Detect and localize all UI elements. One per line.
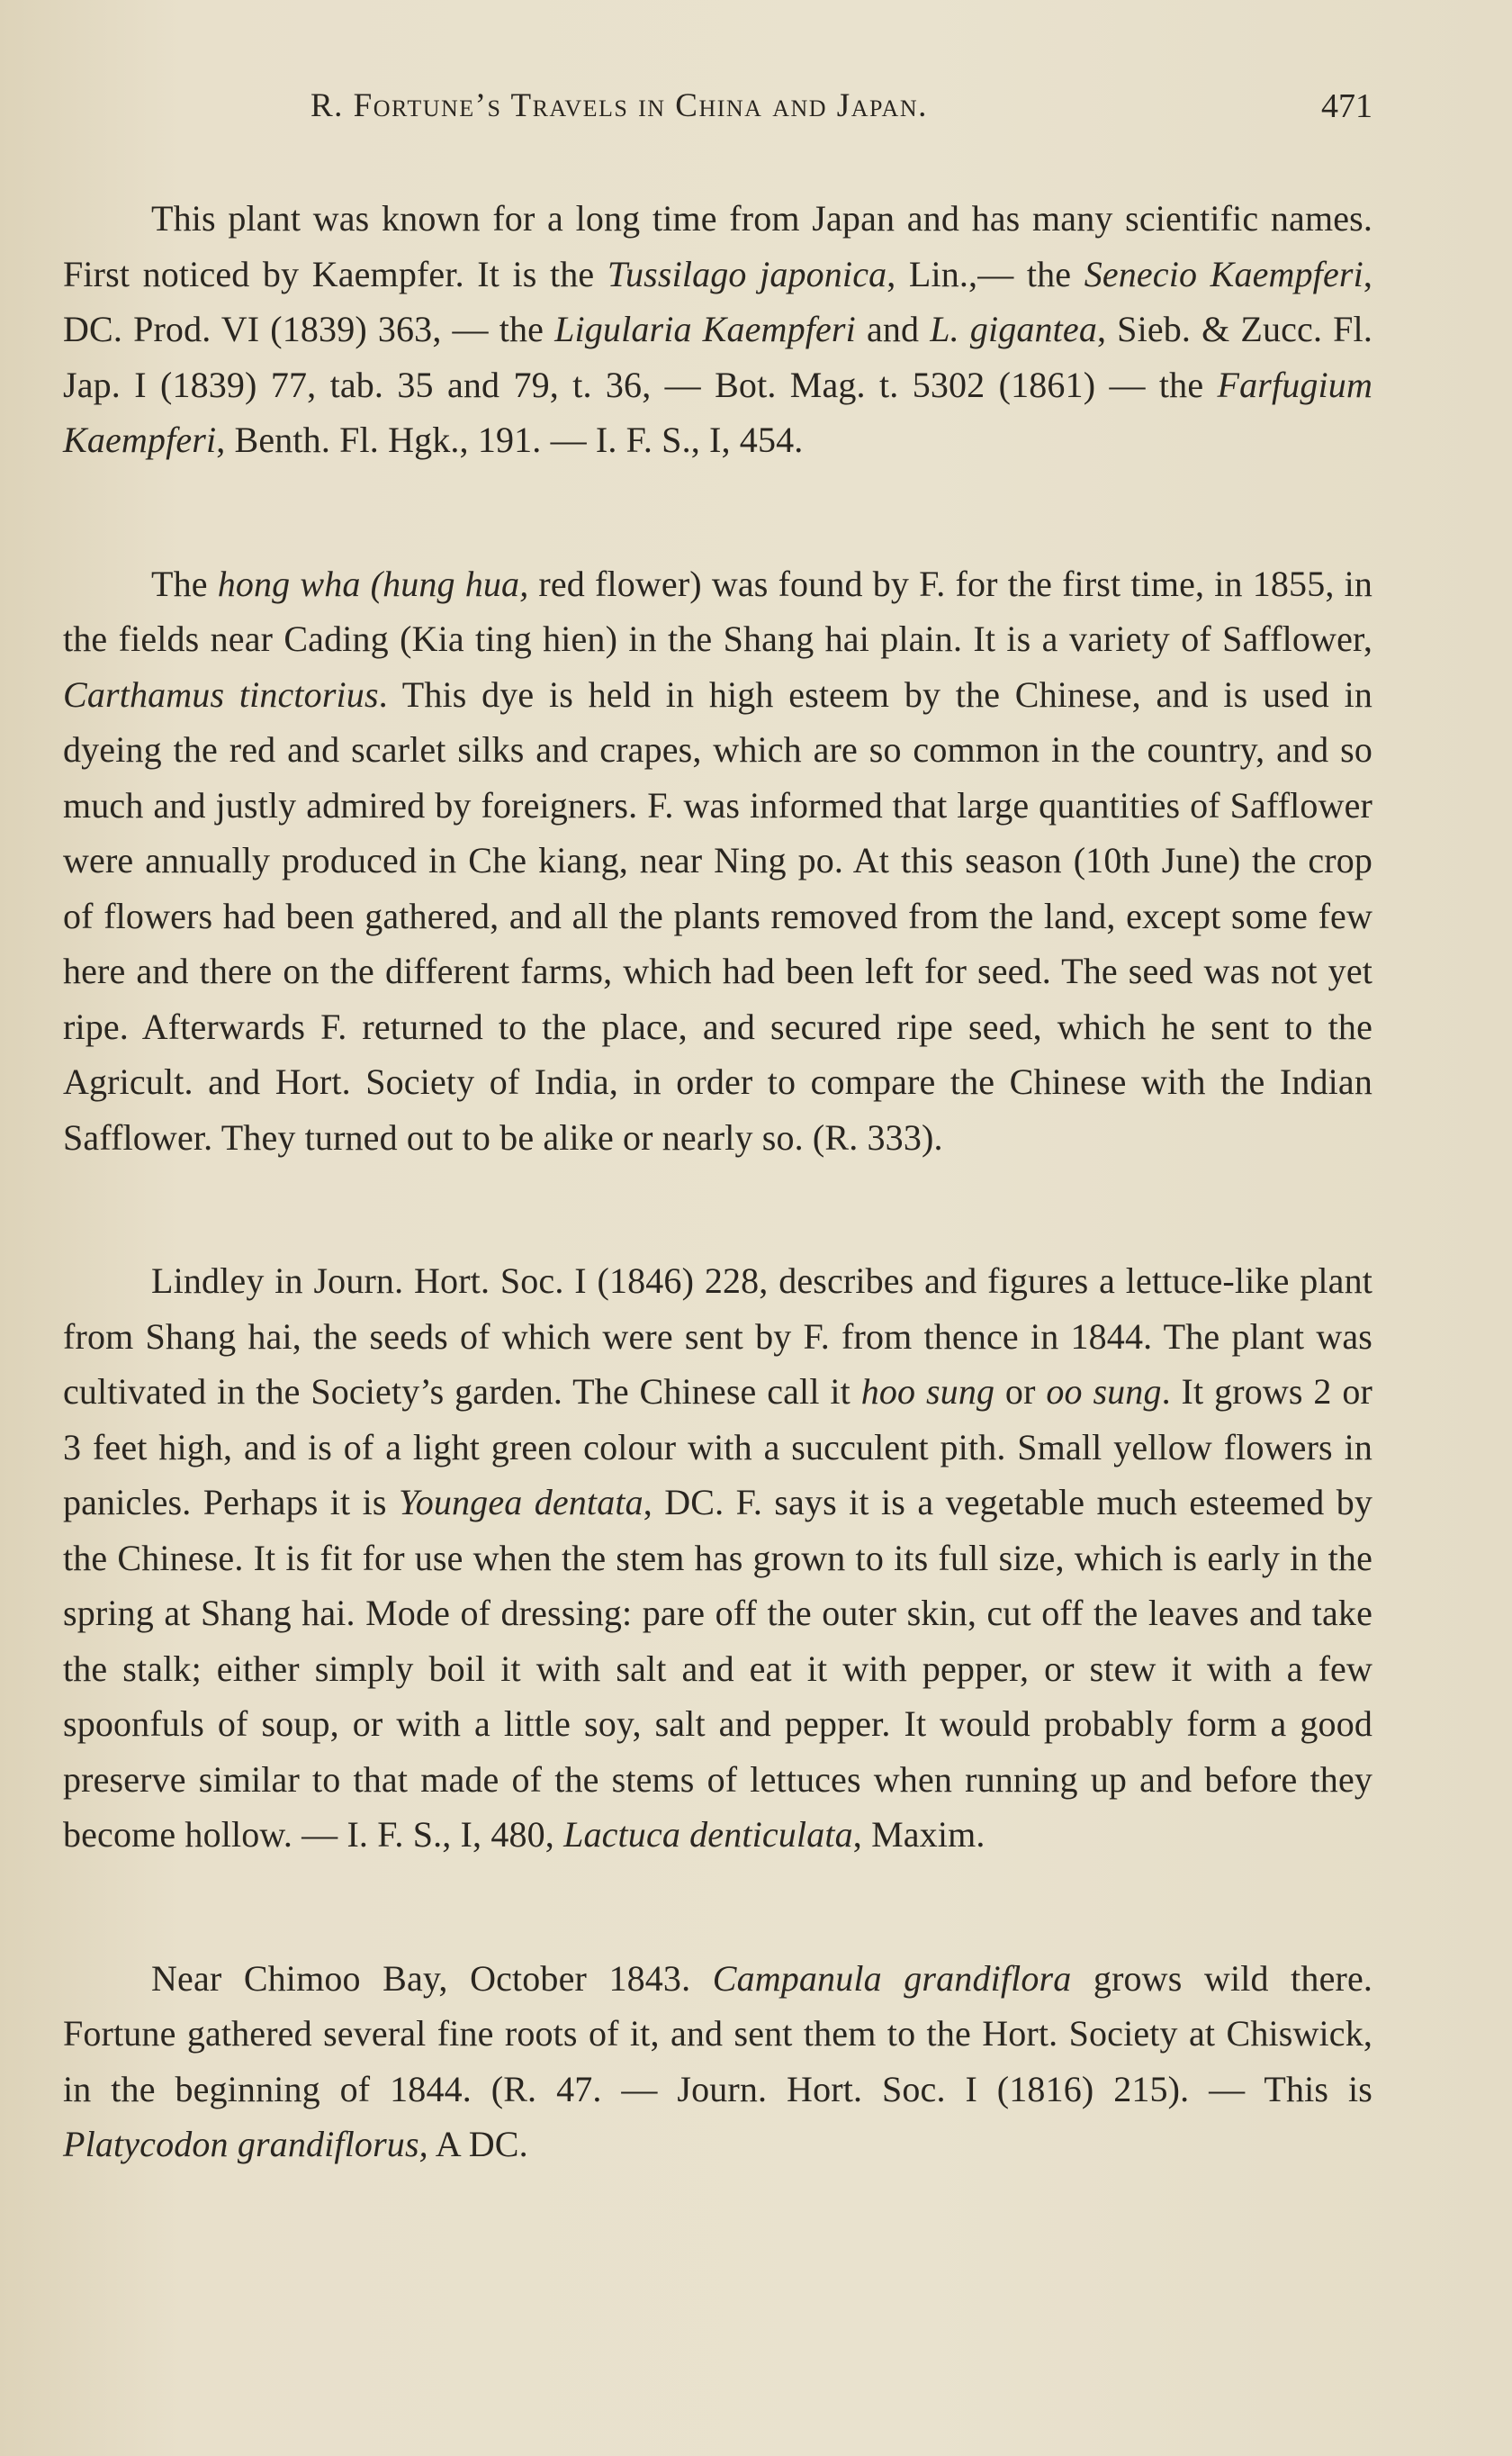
italic-text: hong wha (hung hua, [217,563,529,604]
page-number: 471 [1321,87,1372,125]
text-run: The [151,563,218,604]
paragraph-3 [63,1253,1372,1863]
text-run: , DC. Prod. VI (1839) 363, — the [63,253,1372,349]
text-run: Near Chimoo Bay, October 1843. [151,1957,713,1999]
body-text [63,191,1372,2172]
italic-text: Senecio Kaempferi [1084,253,1364,294]
italic-text: Platycodon grandiflorus, [63,2124,428,2164]
italic-text: Lactuca denticulata [563,1814,853,1855]
italic-text: Carthamus tinctorius [63,673,379,715]
text-run: , Benth. Fl. Hgk., 191. — I. F. S., I, 454. [216,420,804,460]
text-run: , Lin.,— the [886,253,1084,294]
italic-text: Youngea dentata [399,1482,644,1522]
text-run: . This dye is held in high esteem by the Chinese, and is used in dyeing the red and scarlet silks and crapes, which are so common in the country, and so much and justly admired by foreigners. F. was informed that large quantities of Safflower were annually produced in Che kiang, near Ning po. At this season (10th June) the crop of flowers had been gathered, and all the plants removed from the land, except some few here and there on the different farms, which had been left for seed. The seed was not yet ripe. Afterwards F. returned to the place, and secured ripe seed, which he sent to the Agricult. and Hort. Society of India, in order to compare the Chinese with the Indian Safflower. They turned out to be alike or nearly so. (R. 333). [63,673,1372,1158]
italic-text: Tussilago japonica [607,253,887,294]
text-run: or [994,1371,1047,1412]
text-run: , DC. F. says it is a vegetable much esteemed by the Chinese. It is fit for use when the stem has grown to its full size, which is early in the spring at Shang hai. Mode of dressing: pare off the outer skin, cut off the leaves and take the stalk; either simply boil it with salt and eat it with pepper, or stew it with a few spoonfuls of soup, or with a little soy, salt and pepper. It would probably form a good preserve similar to that made of the stems of lettuces when running up and before they become hollow. — I. F. S., I, 480, [63,1482,1373,1855]
italic-text: Campanula grandiflora [712,1957,1072,1999]
text-run: red flower) was found by F. for the first time, in 1855, in the fields near Cading (Kia ting hien) in the Shang hai plain. It is a variety of Safflower, [63,563,1372,659]
text-run: Lindley in Journ. Hort. Soc. I (1846) 228, describes and figures a lettuce-like plant from Shang hai, the seeds of which were sent by F. from thence in 1844. The plant was cultivated in the Society’s garden. The Chinese call it [63,1260,1372,1412]
italic-text: Ligularia Kaempferi [554,309,856,349]
paragraph-1 [63,191,1372,468]
italic-text: hoo sung [860,1371,995,1412]
paragraph-4 [63,1951,1372,2172]
running-head [63,79,1372,133]
text-run: A DC. [428,2124,528,2164]
italic-text: Farfugium Kaempferi [63,364,1372,460]
text-run: This plant was known for a long time from Japan and has many scientific names. First noticed by Kaempfer. It is the [63,198,1372,294]
paragraph-2 [63,556,1372,1166]
text-run: grows wild there. Fortune gathered several fine roots of it, and sent them to the Hort. Society at Chiswick, in the beginning of 1844. (R. 47. — Journ. Hort. Soc. I (1816) 215). — This is [63,1957,1373,2109]
text-run: and [855,309,931,349]
text-run: , Sieb. & Zucc. Fl. Jap. I (1839) 77, tab. 35 and 79, t. 36, — Bot. Mag. t. 5302 (1861) — the [63,309,1372,405]
italic-text: oo sung [1046,1371,1162,1412]
italic-text: L. gigantea [930,309,1097,349]
text-run: . It grows 2 or 3 feet high, and is of a light green colour with a succulent pith. Small yellow flowers in panicles. Perhaps it is [63,1371,1372,1522]
text-run: , Maxim. [852,1814,986,1855]
running-title: R. Fortune’s Travels in China and Japan. [310,87,928,124]
